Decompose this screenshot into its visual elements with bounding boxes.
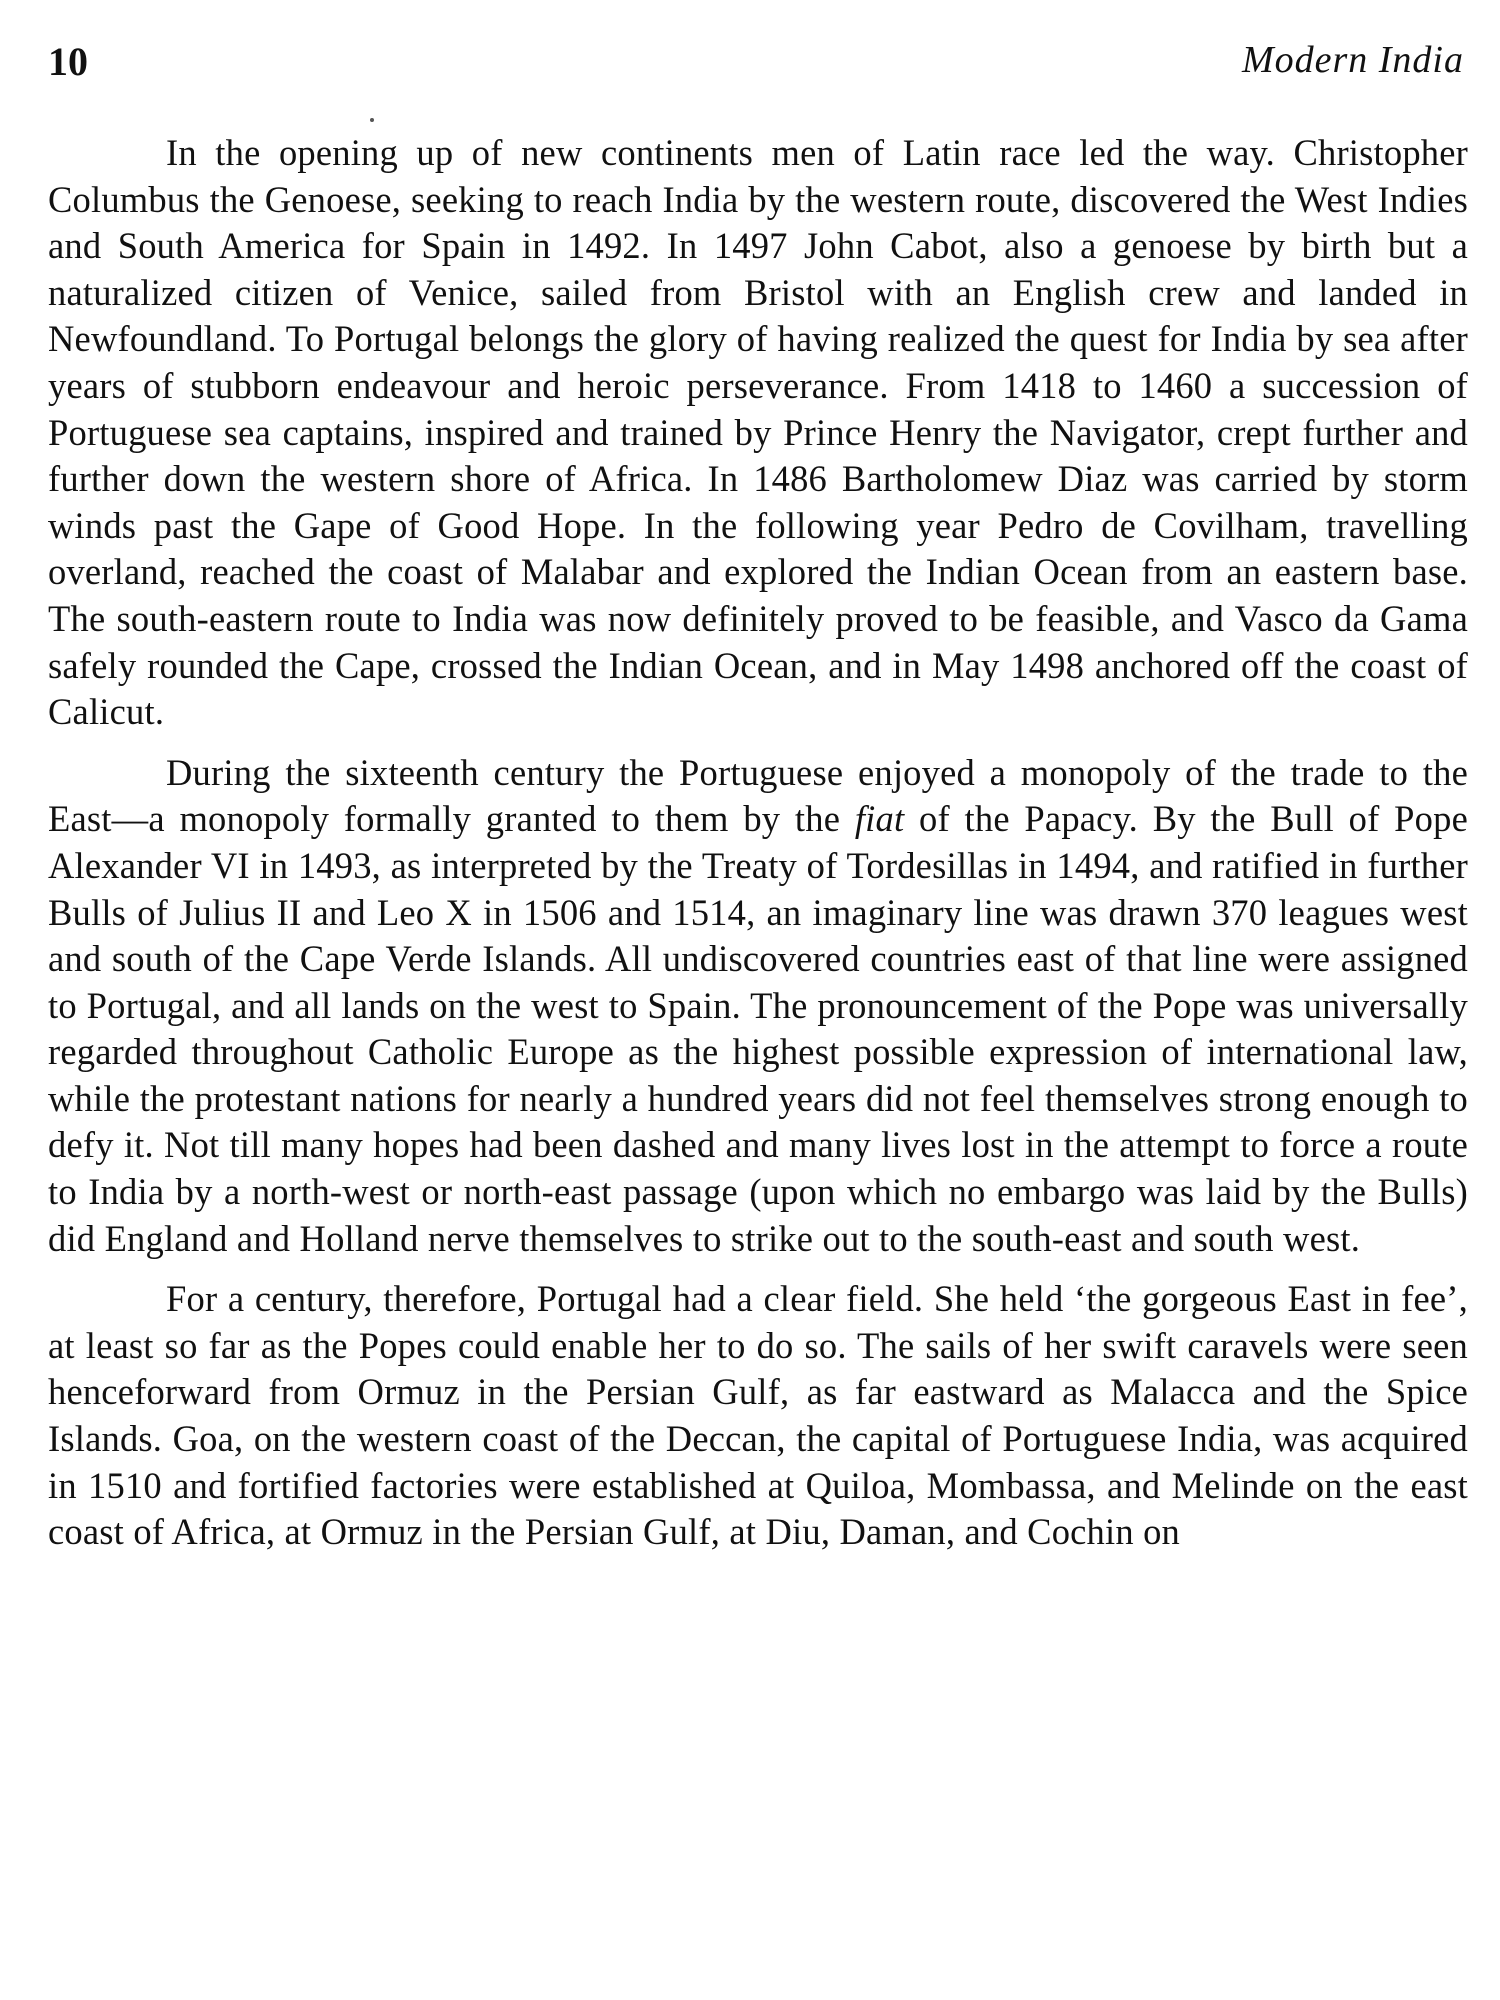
- page-header: [48, 38, 1464, 88]
- paragraph-text-after-italic: of the Papacy. By the Bull of Pope Alexander VI in 1493, as interpreted by the Treaty of Tordesillas in 1494, and ratified in further Bulls of Julius II and Leo X in 1506 and 1514, an imaginary line was drawn 370 leagues west and south of the Cape Verde Islands. All undiscovered countries east of that line were assigned to Portugal, and all lands on the west to Spain. The pronouncement of the Pope was universally regarded throughout Catholic Europe as the highest possible expression of international law, while the protestant nations for nearly a hundred years did not feel themselves strong enough to defy it. Not till many hopes had been dashed and many lives lost in the attempt to force a route to India by a north-west or north-east passage (upon which no embargo was laid by the Bulls) did England and Holland nerve themselves to strike out to the south-east and south west.: [48, 798, 1468, 1259]
- body-text: [48, 130, 1468, 1570]
- print-speck: [370, 118, 374, 122]
- paragraph-portuguese-monopoly: [48, 750, 1468, 1263]
- paragraph-exploration: In the opening up of new continents men of Latin race led the way. Christopher Columbus the Genoese, seeking to reach India by the western route, discovered the West Indies and South America for Spain in 1492. In 1497 John Cabot, also a genoese by birth but a naturalized citizen of Venice, sailed from Bristol with an English crew and landed in Newfoundland. To Portugal belongs the glory of having realized the quest for India by sea after years of stubborn endeavour and heroic perseverance. From 1418 to 1460 a succession of Portuguese sea captains, inspired and trained by Prince Henry the Navigator, crept further and further down the western shore of Africa. In 1486 Bartholomew Diaz was carried by storm winds past the Gape of Good Hope. In the following year Pedro de Covilham, travelling overland, reached the coast of Malabar and explored the Indian Ocean from an eastern base. The south-eastern route to India was now definitely proved to be feasible, and Vasco da Gama safely rounded the Cape, crossed the Indian Ocean, and in May 1498 anchored off the coast of Calicut.: [48, 132, 1468, 733]
- italic-word-fiat: fiat: [854, 798, 905, 840]
- running-title: Modern India: [1241, 39, 1464, 81]
- paragraph-clear-field: For a century, therefore, Portugal had a clear field. She held ‘the gorgeous East in fee’, at least so far as the Popes could enable her to do so. The sails of her swift caravels were seen henceforward from Ormuz in the Persian Gulf, as far eastward as Malacca and the Spice Islands. Goa, on the western coast of the Deccan, the capital of Portuguese India, was acquired in 1510 and fortified factories were established at Quiloa, Mombassa, and Melinde on the east coast of Africa, at Ormuz in the Persian Gulf, at Diu, Daman, and Cochin on: [48, 1278, 1468, 1553]
- paragraph-text-before-italic: During the sixteenth century the Portuguese enjoyed a monopoly of the trade to the East—a monopoly formally granted to them by the: [48, 751, 1468, 840]
- page-number: 10: [48, 39, 88, 84]
